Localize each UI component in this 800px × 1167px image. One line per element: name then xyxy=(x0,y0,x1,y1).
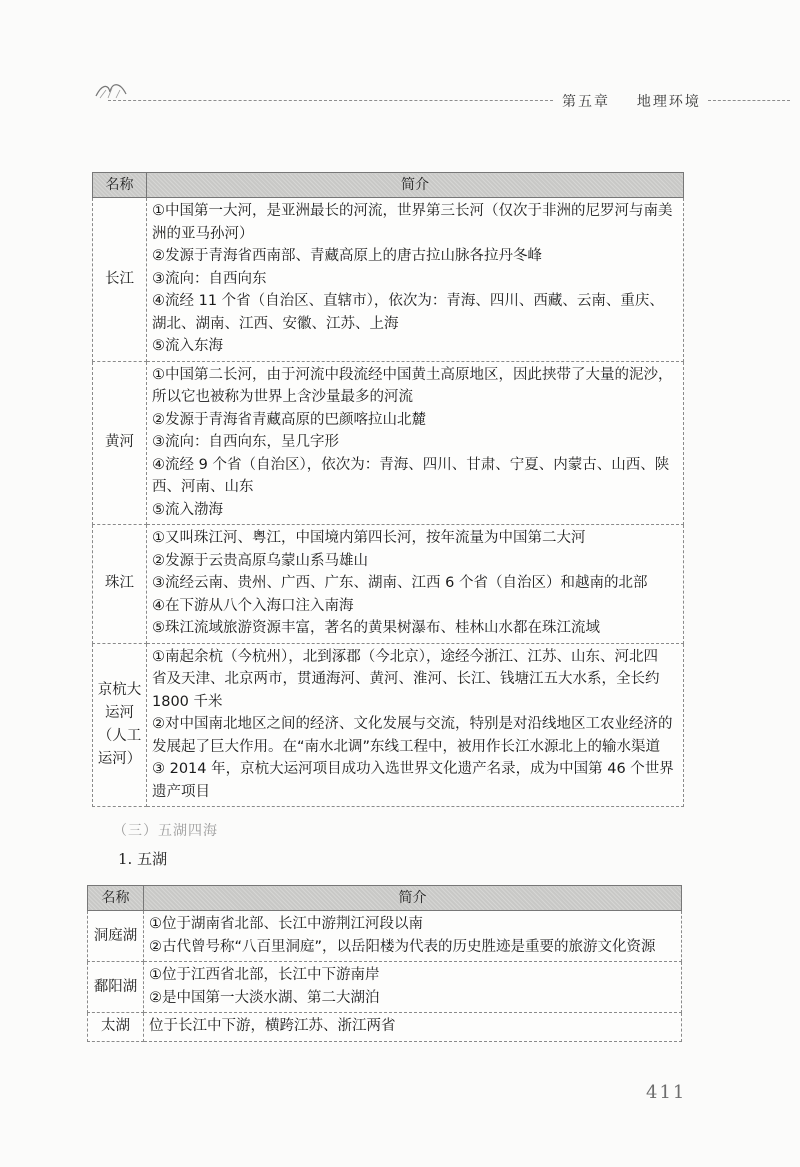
description-line: ③流向：自西向东，呈几字形 xyxy=(152,434,339,450)
river-description xyxy=(147,361,684,525)
river-name-line: 运河 xyxy=(105,704,134,721)
lake-name: 鄱阳湖 xyxy=(88,962,144,1013)
lake-name: 太湖 xyxy=(88,1013,144,1042)
description-line: 湖北、湖南、江西、安徽、江苏、上海 xyxy=(152,315,399,332)
description-line: ②古代曾号称“八百里洞庭”，以岳阳楼为代表的历史胜迹是重要的旅游文化资源 xyxy=(149,938,656,955)
table-header-row xyxy=(88,886,682,911)
description-line: 省及天津、北京两市，贯通海河、黄河、淮河、长江、钱塘江五大水系，全长约 xyxy=(152,671,660,687)
description-line: 西、河南、山东 xyxy=(152,479,254,495)
table-row xyxy=(93,198,684,362)
chapter-name: 地理环境 xyxy=(636,94,701,110)
description-line: ④流经 11 个省（自治区、直辖市），依次为：青海、四川、西藏、云南、重庆、 xyxy=(152,293,664,309)
table-row xyxy=(88,911,682,962)
description-line: 洲的亚马孙河） xyxy=(152,225,254,242)
table-header-row xyxy=(93,173,684,198)
description-line: ②发源于青海省西南部、青藏高原上的唐古拉山脉各拉丹冬峰 xyxy=(152,248,542,264)
description-line: ④在下游从八个入海口注入南海 xyxy=(152,597,354,614)
river-description xyxy=(147,198,684,362)
description-line: ①位于江西省北部，长江中下游南岸 xyxy=(149,967,380,983)
description-line: ③流向：自西向东 xyxy=(152,270,267,287)
column-header-name: 名称 xyxy=(88,886,144,911)
river-name-line: （人工 xyxy=(97,727,142,744)
table-row xyxy=(88,962,682,1013)
description-line: ④流经 9 个省（自治区），依次为：青海、四川、甘肃、宁夏、内蒙古、山西、陕 xyxy=(152,456,670,473)
river-name: 长江 xyxy=(93,198,147,362)
section-heading: （三）五湖四海 xyxy=(113,823,218,839)
river-name: 珠江 xyxy=(93,525,147,644)
lake-description xyxy=(144,1013,682,1042)
description-line: 位于长江中下游，横跨江苏、浙江两省 xyxy=(149,1018,396,1034)
table-row xyxy=(88,1013,682,1042)
chapter-number: 第五章 xyxy=(562,94,610,110)
column-header-description: 简介 xyxy=(144,886,682,911)
river-description xyxy=(147,525,684,644)
description-line: 发展起了巨大作用。在“南水北调”东线工程中，被用作长江水源北上的输水渠道 xyxy=(152,738,661,755)
page-header xyxy=(90,78,790,118)
description-line: ⑤流入渤海 xyxy=(152,501,223,518)
river-name: 黄河 xyxy=(93,361,147,525)
lakes-table xyxy=(87,885,682,1042)
header-rule-right xyxy=(708,100,790,101)
description-line: 遗产项目 xyxy=(152,783,210,800)
column-header-description: 简介 xyxy=(147,173,684,198)
description-line: ②发源于青海省青藏高原的巴颜喀拉山北麓 xyxy=(152,411,426,428)
chapter-title xyxy=(562,91,701,111)
description-line: ①位于湖南省北部、长江中游荆江河段以南 xyxy=(149,916,423,932)
table-row xyxy=(93,643,684,807)
description-line: ⑤珠江流域旅游资源丰富，著名的黄果树瀑布、桂林山水都在珠江流域 xyxy=(152,620,600,636)
description-line: ②对中国南北地区之间的经济、文化发展与交流，特别是对沿线地区工农业经济的 xyxy=(152,716,673,732)
description-line: ⑤流入东海 xyxy=(152,338,223,354)
river-name-line: 京杭大 xyxy=(97,681,142,698)
column-header-name: 名称 xyxy=(93,173,147,198)
river-name xyxy=(93,643,147,807)
river-name-line: 运河） xyxy=(97,750,142,767)
description-line: 1800 千米 xyxy=(152,693,223,710)
description-line: ①中国第一大河，是亚洲最长的河流，世界第三长河（仅次于非洲的尼罗河与南美 xyxy=(152,203,673,219)
description-line: ②发源于云贵高原乌蒙山系马雄山 xyxy=(152,552,368,569)
table-row xyxy=(93,361,684,525)
lake-description xyxy=(144,962,682,1013)
description-line: ③流经云南、贵州、广西、广东、湖南、江西 6 个省（自治区）和越南的北部 xyxy=(152,575,648,591)
table-row xyxy=(93,525,684,644)
description-line: ①又叫珠江河、粤江，中国境内第四长河，按年流量为中国第二大河 xyxy=(152,530,586,546)
description-line: ②是中国第一大淡水湖、第二大湖泊 xyxy=(149,989,380,1006)
decorative-ornament-icon xyxy=(94,78,128,100)
lake-name: 洞庭湖 xyxy=(88,911,144,962)
lake-description xyxy=(144,911,682,962)
river-description xyxy=(147,643,684,807)
description-line: ①中国第二长河，由于河流中段流经中国黄土高原地区，因此挟带了大量的泥沙， xyxy=(152,366,673,383)
description-line: ③ 2014 年，京杭大运河项目成功入选世界文化遗产名录，成为中国第 46 个世界 xyxy=(152,761,674,777)
subsection-heading: 1. 五湖 xyxy=(118,850,168,868)
description-line: 所以它也被称为世界上含沙量最多的河流 xyxy=(152,389,413,405)
header-rule-left xyxy=(108,100,553,101)
rivers-table xyxy=(92,172,684,807)
page-number: 411 xyxy=(646,1082,687,1103)
description-line: ①南起余杭（今杭州），北到涿郡（今北京），途经今浙江、江苏、山东、河北四 xyxy=(152,648,658,665)
